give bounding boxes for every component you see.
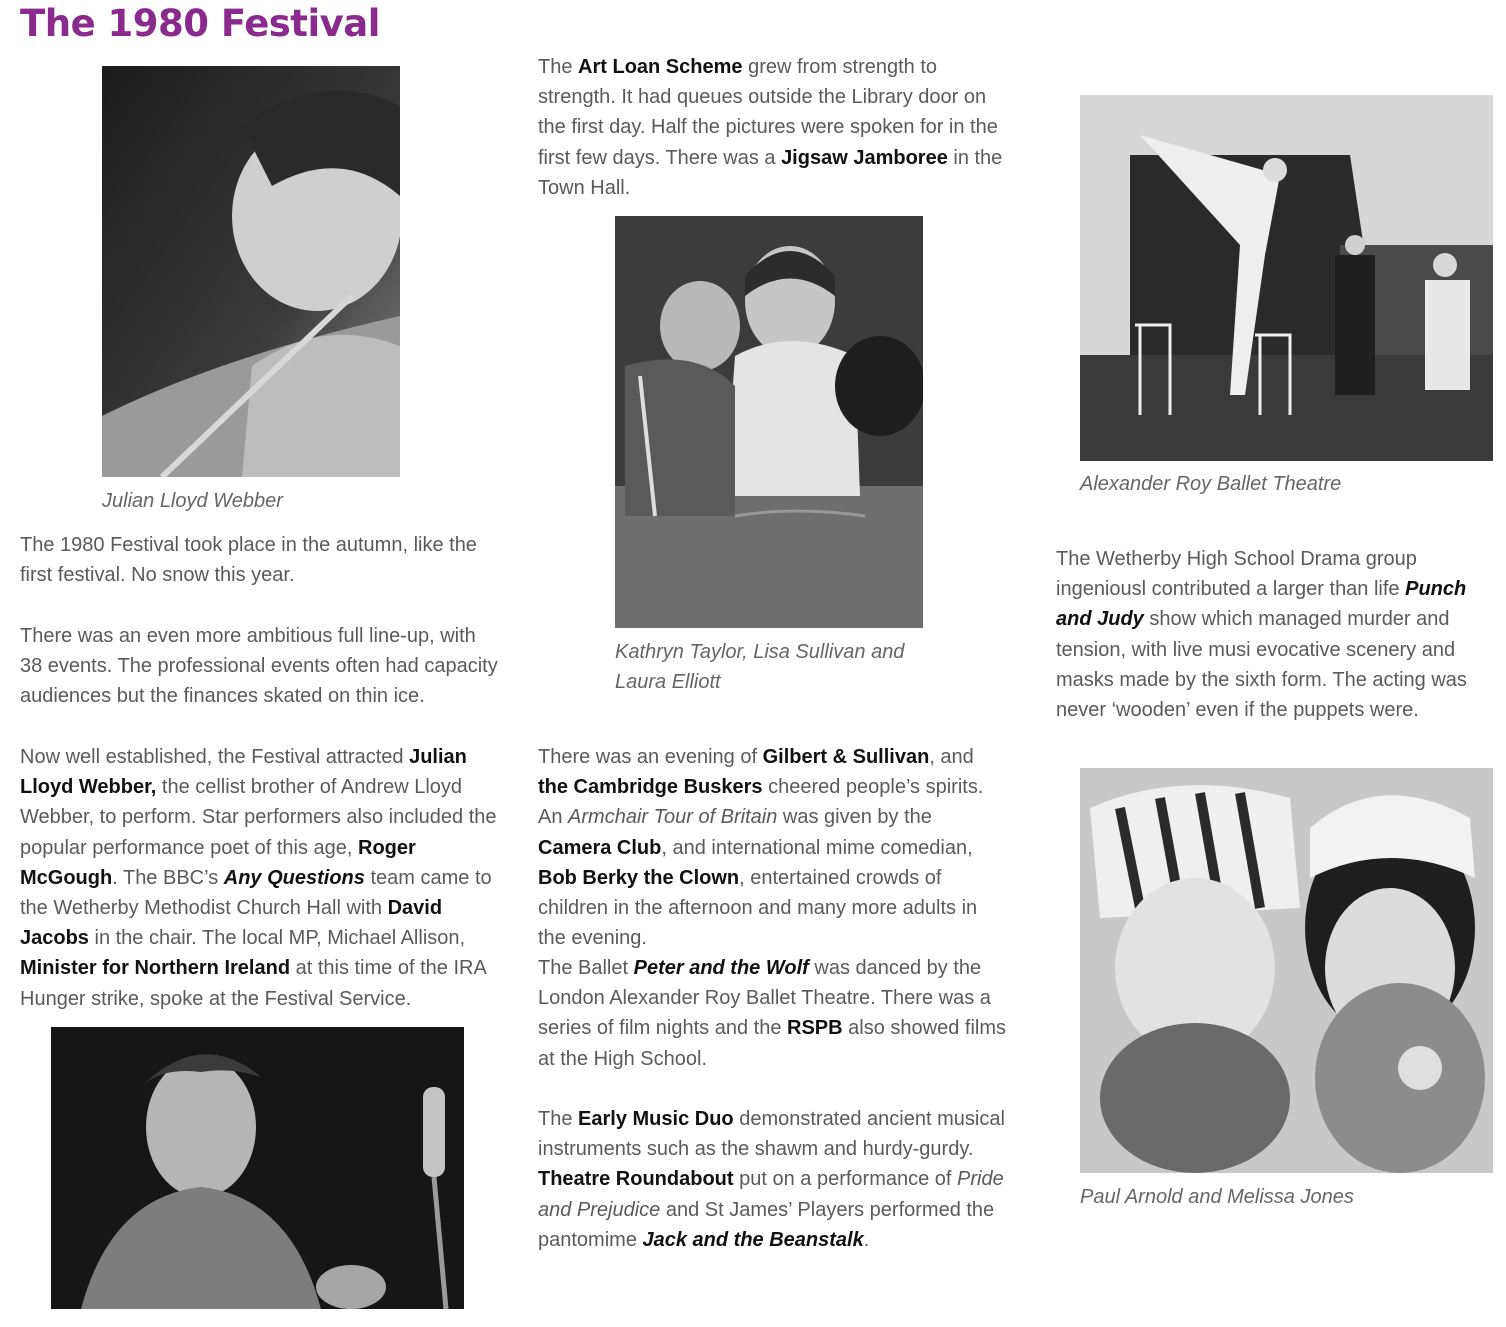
caption-punch-and-judy-masks: Paul Arnold and Melissa Jones [1080, 1186, 1354, 1208]
col3-paragraph-1: The Wetherby High School Drama group ingeniousl contributed a larger than life Punch and Judy show which managed murder and tension, with live musi evocative scenery and masks made by the sixth form. The acting was never ‘wooden’ even if the puppets were. [1056, 548, 1467, 722]
page-title: The 1980 Festival [20, 2, 380, 45]
photo-julian-lloyd-webber [102, 66, 400, 477]
col2-paragraph-2: There was an evening of Gilbert & Sullivan, and the Cambridge Buskers cheered people’s spirits. An Armchair Tour of Britain was given by the Camera Club, and international mime comedian, Bob Berky the Clown, entertained crowds of children in the afternoon and many more adults in the evening. [538, 746, 984, 950]
photo-ballet-theatre [1080, 95, 1493, 461]
caption-ballet-theatre: Alexander Roy Ballet Theatre [1080, 473, 1342, 495]
caption-jigsaw-jamboree: Kathryn Taylor, Lisa Sullivan and Laura Elliott [615, 641, 905, 693]
photo-roger-mcgough [51, 1027, 464, 1309]
col1-paragraph-3: Now well established, the Festival attracted Julian Lloyd Webber, the cellist brother of Andrew Lloyd Webber, to perform. Star performers also included the popular performance poet of this age, Roger McGough. The BBC’s Any Questions team came to the Wetherby Methodist Church Hall with David Jacobs in the chair. The local MP, Michael Allison, Minister for Northern Ireland at this time of the IRA Hunger strike, spoke at the Festival Service. [20, 746, 497, 1010]
col1-paragraph-2: There was an even more ambitious full line-up, with 38 events. The professional events often had capacity audiences but the finances skated on thin ice. [20, 625, 498, 708]
photo-jigsaw-jamboree [615, 216, 923, 628]
col2-paragraph-4: The Early Music Duo demonstrated ancient musical instruments such as the shawm and hurdy-gurdy. Theatre Roundabout put on a performance of Pride and Prejudice and St James’ Players performed the pantomime Jack and the Beanstalk. [538, 1108, 1005, 1251]
col1-paragraph-1: The 1980 Festival took place in the autumn, like the first festival. No snow this year. [20, 534, 477, 587]
photo-punch-and-judy-masks [1080, 768, 1493, 1173]
col2-paragraph-1: The Art Loan Scheme grew from strength to strength. It had queues outside the Library door on the first day. Half the pictures were spoken for in the first few days. There was a Jigsaw Jamboree in the Town Hall. [538, 56, 1003, 199]
caption-julian-lloyd-webber: Julian Lloyd Webber [102, 490, 283, 512]
col2-paragraph-3: The Ballet Peter and the Wolf was danced by the London Alexander Roy Ballet Theatre. There was a series of film nights and the RSPB also showed films at the High School. [538, 957, 1006, 1070]
